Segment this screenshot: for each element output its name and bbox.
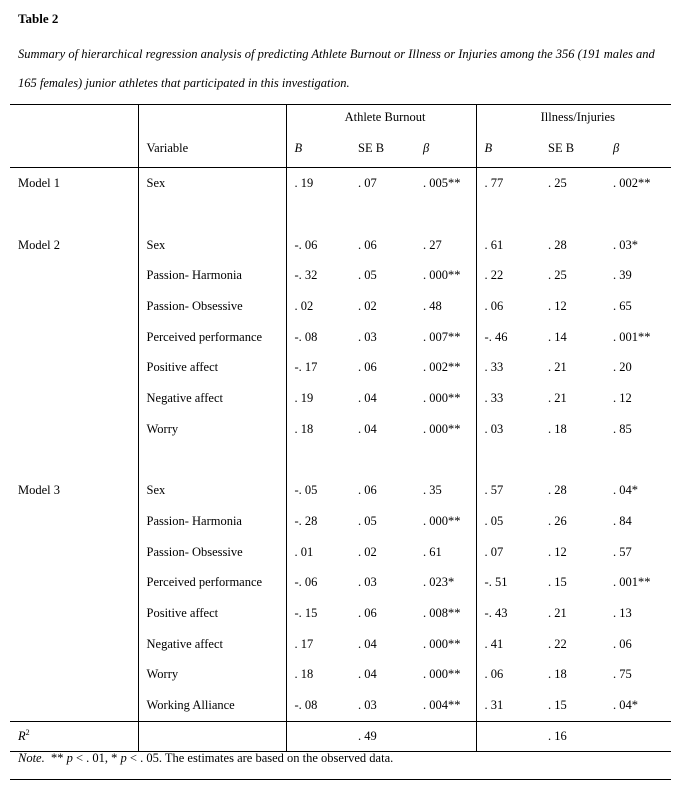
table-row xyxy=(10,660,671,691)
spacer-cell xyxy=(540,199,605,230)
r-squared-label xyxy=(10,722,138,752)
table-row xyxy=(10,598,671,629)
se-b-burnout-cell: . 03 xyxy=(358,329,377,344)
b-illness-cell: . 22 xyxy=(476,260,540,291)
se-b-illness-cell: . 28 xyxy=(548,237,567,252)
se-b-illness-cell: . 14 xyxy=(548,329,567,344)
b-illness-cell: . 77 xyxy=(476,168,540,199)
header-variable: Variable xyxy=(138,129,286,168)
spacer-row xyxy=(10,199,671,230)
model-label xyxy=(10,322,138,353)
variable-cell: Sex xyxy=(138,230,286,261)
table-row xyxy=(10,629,671,660)
beta-burnout-cell: . 61 xyxy=(423,544,442,559)
spacer-cell xyxy=(10,445,138,476)
note-p2-letter: p xyxy=(120,751,127,765)
b-burnout-cell: . 19 xyxy=(286,168,350,199)
se-b-burnout-cell: . 04 xyxy=(358,421,377,436)
se-b-illness-cell: . 26 xyxy=(548,514,567,529)
spacer-cell xyxy=(605,445,671,476)
se-b-burnout-cell: . 04 xyxy=(358,636,377,651)
table-label: Table 2 xyxy=(18,11,59,26)
variable-cell: Sex xyxy=(138,168,286,199)
model-label xyxy=(10,260,138,291)
bottom-rule xyxy=(10,779,671,780)
b-illness-cell: -. 46 xyxy=(476,322,540,353)
b-burnout-cell: -. 06 xyxy=(286,568,350,599)
table-row xyxy=(10,537,671,568)
table-row xyxy=(10,230,671,261)
table-row xyxy=(10,690,671,721)
se-b-burnout-cell: . 02 xyxy=(358,298,377,313)
beta-illness-cell: . 65 xyxy=(613,298,632,313)
r-squared-blank-beta2 xyxy=(605,722,671,752)
b-burnout-cell: -. 06 xyxy=(286,230,350,261)
beta-burnout-cell: . 005** xyxy=(423,175,461,190)
header-illness-injuries: Illness/Injuries xyxy=(476,105,671,130)
r-squared-blank-b1 xyxy=(286,722,350,752)
header-b-illness: B xyxy=(476,129,540,168)
b-illness-cell: . 33 xyxy=(476,383,540,414)
variable-cell: Negative affect xyxy=(138,629,286,660)
spacer-cell xyxy=(138,199,286,230)
model-label xyxy=(10,383,138,414)
beta-burnout-cell: . 000** xyxy=(423,268,461,283)
beta-burnout-cell: . 000** xyxy=(423,636,461,651)
table-row xyxy=(10,291,671,322)
beta-illness-cell: . 04* xyxy=(613,483,639,498)
variable-cell: Passion- Harmonia xyxy=(138,506,286,537)
header-beta-illness: β xyxy=(605,129,671,168)
beta-burnout-cell: . 000** xyxy=(423,421,461,436)
se-b-illness-cell: . 15 xyxy=(548,575,567,590)
beta-illness-cell: . 85 xyxy=(613,421,632,436)
se-b-burnout-cell: . 06 xyxy=(358,237,377,252)
spacer-cell xyxy=(476,445,540,476)
b-illness-cell: . 31 xyxy=(476,690,540,721)
beta-burnout-cell: . 48 xyxy=(423,298,442,313)
model-label xyxy=(10,660,138,691)
model-label xyxy=(10,690,138,721)
se-b-burnout-cell: . 06 xyxy=(358,360,377,375)
b-illness-cell: -. 51 xyxy=(476,568,540,599)
beta-illness-cell: . 39 xyxy=(613,268,632,283)
b-burnout-cell: . 17 xyxy=(286,629,350,660)
beta-illness-cell: . 12 xyxy=(613,390,632,405)
header-blank-model xyxy=(10,105,138,130)
se-b-illness-cell: . 21 xyxy=(548,390,567,405)
se-b-illness-cell: . 28 xyxy=(548,483,567,498)
model-label xyxy=(10,506,138,537)
r-squared-superscript: 2 xyxy=(25,728,30,738)
spacer-cell xyxy=(350,445,415,476)
se-b-burnout-cell: . 04 xyxy=(358,667,377,682)
se-b-illness-cell: . 18 xyxy=(548,421,567,436)
variable-cell: Perceived performance xyxy=(138,322,286,353)
spacer-row xyxy=(10,445,671,476)
se-b-burnout-cell: . 03 xyxy=(358,698,377,713)
se-b-illness-cell: . 12 xyxy=(548,544,567,559)
se-b-burnout-cell: . 04 xyxy=(358,390,377,405)
table-note xyxy=(18,751,393,766)
header-beta-burnout: β xyxy=(415,129,476,168)
b-illness-cell: . 07 xyxy=(476,537,540,568)
variable-cell: Worry xyxy=(138,660,286,691)
model-label xyxy=(10,568,138,599)
b-burnout-cell: . 02 xyxy=(286,291,350,322)
b-burnout-cell: -. 32 xyxy=(286,260,350,291)
beta-burnout-cell: . 023* xyxy=(423,575,455,590)
table-row xyxy=(10,322,671,353)
table-row xyxy=(10,168,671,199)
b-illness-cell: . 05 xyxy=(476,506,540,537)
header-se-b-burnout: SE B xyxy=(350,129,415,168)
spacer-cell xyxy=(605,199,671,230)
se-b-illness-cell: . 21 xyxy=(548,360,567,375)
variable-cell: Passion- Obsessive xyxy=(138,537,286,568)
beta-burnout-cell: . 000** xyxy=(423,514,461,529)
note-p2-suffix: < . 05. The estimates are based on the observed data. xyxy=(126,751,394,765)
b-illness-cell: . 41 xyxy=(476,629,540,660)
b-illness-cell: . 57 xyxy=(476,476,540,507)
model-label xyxy=(10,414,138,445)
spacer-cell xyxy=(138,445,286,476)
b-burnout-cell: -. 28 xyxy=(286,506,350,537)
b-burnout-cell: -. 08 xyxy=(286,322,350,353)
b-burnout-cell: -. 17 xyxy=(286,352,350,383)
se-b-burnout-cell: . 02 xyxy=(358,544,377,559)
beta-burnout-cell: . 000** xyxy=(423,390,461,405)
b-illness-cell: . 03 xyxy=(476,414,540,445)
b-burnout-cell: . 18 xyxy=(286,414,350,445)
b-burnout-cell: -. 05 xyxy=(286,476,350,507)
beta-illness-cell: . 13 xyxy=(613,606,632,621)
r-squared-blank-b2 xyxy=(476,722,540,752)
se-b-burnout-cell: . 06 xyxy=(358,606,377,621)
beta-illness-cell: . 75 xyxy=(613,667,632,682)
note-p1-prefix: ** xyxy=(50,751,67,765)
model-label xyxy=(10,629,138,660)
variable-cell: Positive affect xyxy=(138,598,286,629)
beta-illness-cell: . 06 xyxy=(613,636,632,651)
model-label xyxy=(10,598,138,629)
regression-table xyxy=(10,104,671,752)
se-b-burnout-cell: . 07 xyxy=(358,175,377,190)
beta-illness-cell: . 001** xyxy=(613,575,651,590)
spacer-cell xyxy=(350,199,415,230)
beta-illness-cell: . 001** xyxy=(613,329,651,344)
variable-cell: Passion- Harmonia xyxy=(138,260,286,291)
b-illness-cell: -. 43 xyxy=(476,598,540,629)
beta-illness-cell: . 57 xyxy=(613,544,632,559)
beta-burnout-cell: . 000** xyxy=(423,667,461,682)
model-label: Model 3 xyxy=(18,483,61,498)
table-row xyxy=(10,568,671,599)
spacer-cell xyxy=(415,445,476,476)
beta-burnout-cell: . 004** xyxy=(423,698,461,713)
model-label xyxy=(10,537,138,568)
table-row xyxy=(10,383,671,414)
table-row xyxy=(10,260,671,291)
se-b-burnout-cell: . 05 xyxy=(358,268,377,283)
table-row xyxy=(10,476,671,507)
r-squared-illness: . 16 xyxy=(540,722,605,752)
model-label: Model 1 xyxy=(18,175,61,190)
variable-cell: Positive affect xyxy=(138,352,286,383)
spacer-cell xyxy=(540,445,605,476)
spacer-cell xyxy=(286,445,350,476)
r-squared-row xyxy=(10,722,671,752)
model-label xyxy=(10,352,138,383)
r-squared-blank-beta1 xyxy=(415,722,476,752)
beta-burnout-cell: . 007** xyxy=(423,329,461,344)
spacer-cell xyxy=(415,199,476,230)
note-p1-letter: p xyxy=(66,751,73,765)
se-b-burnout-cell: . 05 xyxy=(358,514,377,529)
se-b-illness-cell: . 15 xyxy=(548,698,567,713)
header-athlete-burnout: Athlete Burnout xyxy=(286,105,476,130)
header-row-columns xyxy=(10,129,671,168)
beta-burnout-cell: . 27 xyxy=(423,237,442,252)
beta-burnout-cell: . 002** xyxy=(423,360,461,375)
beta-burnout-cell: . 35 xyxy=(423,483,442,498)
header-b-burnout: B xyxy=(286,129,350,168)
header-blank-variable xyxy=(138,105,286,130)
header-se-b-illness: SE B xyxy=(540,129,605,168)
beta-illness-cell: . 03* xyxy=(613,237,639,252)
se-b-burnout-cell: . 06 xyxy=(358,483,377,498)
r-squared-burnout: . 49 xyxy=(350,722,415,752)
beta-illness-cell: . 84 xyxy=(613,514,632,529)
se-b-illness-cell: . 18 xyxy=(548,667,567,682)
b-illness-cell: . 33 xyxy=(476,352,540,383)
b-burnout-cell: . 18 xyxy=(286,660,350,691)
r-squared-letter: R xyxy=(18,729,26,744)
beta-burnout-cell: . 008** xyxy=(423,606,461,621)
se-b-illness-cell: . 12 xyxy=(548,298,567,313)
se-b-illness-cell: . 25 xyxy=(548,268,567,283)
variable-cell: Negative affect xyxy=(138,383,286,414)
b-illness-cell: . 06 xyxy=(476,660,540,691)
beta-illness-cell: . 04* xyxy=(613,698,639,713)
beta-illness-cell: . 20 xyxy=(613,360,632,375)
spacer-cell xyxy=(286,199,350,230)
variable-cell: Perceived performance xyxy=(138,568,286,599)
b-illness-cell: . 61 xyxy=(476,230,540,261)
b-illness-cell: . 06 xyxy=(476,291,540,322)
se-b-illness-cell: . 22 xyxy=(548,636,567,651)
se-b-burnout-cell: . 03 xyxy=(358,575,377,590)
b-burnout-cell: -. 08 xyxy=(286,690,350,721)
note-p1-suffix: < . 01, * xyxy=(72,751,121,765)
se-b-illness-cell: . 21 xyxy=(548,606,567,621)
table-row xyxy=(10,506,671,537)
note-label: Note. xyxy=(18,751,45,765)
table-row xyxy=(10,352,671,383)
variable-cell: Worry xyxy=(138,414,286,445)
spacer-cell xyxy=(476,199,540,230)
b-burnout-cell: . 01 xyxy=(286,537,350,568)
spacer-cell xyxy=(10,199,138,230)
b-burnout-cell: . 19 xyxy=(286,383,350,414)
beta-illness-cell: . 002** xyxy=(613,175,651,190)
table-caption: Summary of hierarchical regression analysis of predicting Athlete Burnout or Illness or Injuries among the 356 (191 males and 165 females) junior athletes that participated in this investigation. xyxy=(18,47,655,90)
table-row xyxy=(10,414,671,445)
header-blank-model-2 xyxy=(10,129,138,168)
header-row-groups xyxy=(10,105,671,130)
r-squared-blank-variable xyxy=(138,722,286,752)
variable-cell: Sex xyxy=(138,476,286,507)
model-label: Model 2 xyxy=(18,237,61,252)
model-label xyxy=(10,291,138,322)
b-burnout-cell: -. 15 xyxy=(286,598,350,629)
variable-cell: Working Alliance xyxy=(138,690,286,721)
se-b-illness-cell: . 25 xyxy=(548,175,567,190)
variable-cell: Passion- Obsessive xyxy=(138,291,286,322)
